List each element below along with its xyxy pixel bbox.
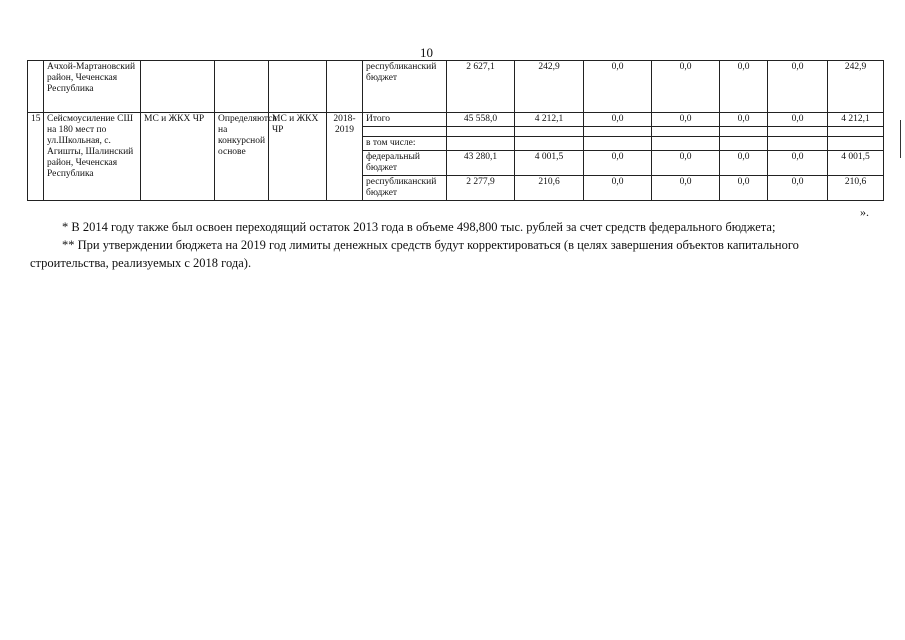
blank-cell [828, 137, 884, 151]
years-cell-empty [327, 61, 363, 113]
value-cell: 0,0 [720, 176, 768, 201]
value-cell: 210,6 [828, 176, 884, 201]
blank-cell [768, 137, 828, 151]
value-cell: 0,0 [720, 113, 768, 127]
value-cell: 45 558,0 [447, 113, 515, 127]
value-cell: 242,9 [515, 61, 584, 113]
blank-cell [515, 137, 584, 151]
table-row-previous-republic [28, 61, 884, 113]
footnote-2-line-1: ** При утверждении бюджета на 2019 год лимиты денежных средств будут корректироваться (в целях завершения объектов капитального [62, 238, 799, 252]
contractor-cell-empty [215, 61, 269, 113]
blank-cell [515, 127, 584, 137]
value-cell: 0,0 [720, 151, 768, 176]
object-name-cell: Ачхой-Мартановский район, Чеченская Республика [44, 61, 141, 113]
years-cell: 2018-2019 [327, 113, 363, 201]
scan-edge-mark [900, 120, 901, 158]
fund-label-cell: республиканский бюджет [363, 61, 447, 113]
page-number: 10 [420, 45, 433, 60]
value-cell: 4 001,5 [828, 151, 884, 176]
blank-cell [363, 127, 447, 137]
blank-cell [652, 127, 720, 137]
value-cell: 0,0 [768, 113, 828, 127]
object-name-cell: Сейсмоусиление СШ на 180 мест по ул.Школьная, с. Агишты, Шалинский район, Чеченская Республика [44, 113, 141, 201]
value-cell: 0,0 [652, 61, 720, 113]
fund-label-cell: Итого [363, 113, 447, 127]
value-cell: 4 212,1 [515, 113, 584, 127]
budget-table [27, 60, 884, 201]
value-cell: 210,6 [515, 176, 584, 201]
blank-cell [720, 127, 768, 137]
value-cell: 43 280,1 [447, 151, 515, 176]
value-cell: 0,0 [584, 151, 652, 176]
value-cell: 0,0 [768, 151, 828, 176]
value-cell: 0,0 [652, 113, 720, 127]
value-cell: 0,0 [584, 113, 652, 127]
footnote-2-line-2: строительства, реализуемых с 2018 года). [30, 256, 252, 270]
value-cell: 2 627,1 [447, 61, 515, 113]
value-cell: 2 277,9 [447, 176, 515, 201]
value-cell: 0,0 [584, 61, 652, 113]
closing-quote: ». [860, 205, 869, 219]
fund-label-cell: в том числе: [363, 137, 447, 151]
value-cell: 4 001,5 [515, 151, 584, 176]
blank-cell [828, 127, 884, 137]
table-row-item15-total [28, 113, 884, 127]
agency2-cell: МС и ЖКХ ЧР [269, 113, 327, 201]
value-cell: 0,0 [768, 61, 828, 113]
fund-label-cell: федеральный бюджет [363, 151, 447, 176]
blank-cell [584, 127, 652, 137]
footnote-1: * В 2014 году также был освоен переходящий остаток 2013 года в объеме 498,800 тыс. рублей за счет средств федерального бюджета; [62, 220, 776, 234]
blank-cell [768, 127, 828, 137]
row-index-cell: 15 [28, 113, 44, 201]
contractor-cell: Определяются на конкурсной основе [215, 113, 269, 201]
blank-cell [447, 127, 515, 137]
value-cell: 0,0 [768, 176, 828, 201]
value-cell: 0,0 [720, 61, 768, 113]
value-cell: 242,9 [828, 61, 884, 113]
agency2-cell-empty [269, 61, 327, 113]
index-cell-empty [28, 61, 44, 113]
blank-cell [447, 137, 515, 151]
value-cell: 0,0 [584, 176, 652, 201]
value-cell: 0,0 [652, 151, 720, 176]
value-cell: 4 212,1 [828, 113, 884, 127]
agency-cell: МС и ЖКХ ЧР [141, 113, 215, 201]
agency-cell-empty [141, 61, 215, 113]
blank-cell [652, 137, 720, 151]
fund-label-cell: республиканский бюджет [363, 176, 447, 201]
blank-cell [720, 137, 768, 151]
value-cell: 0,0 [652, 176, 720, 201]
blank-cell [584, 137, 652, 151]
